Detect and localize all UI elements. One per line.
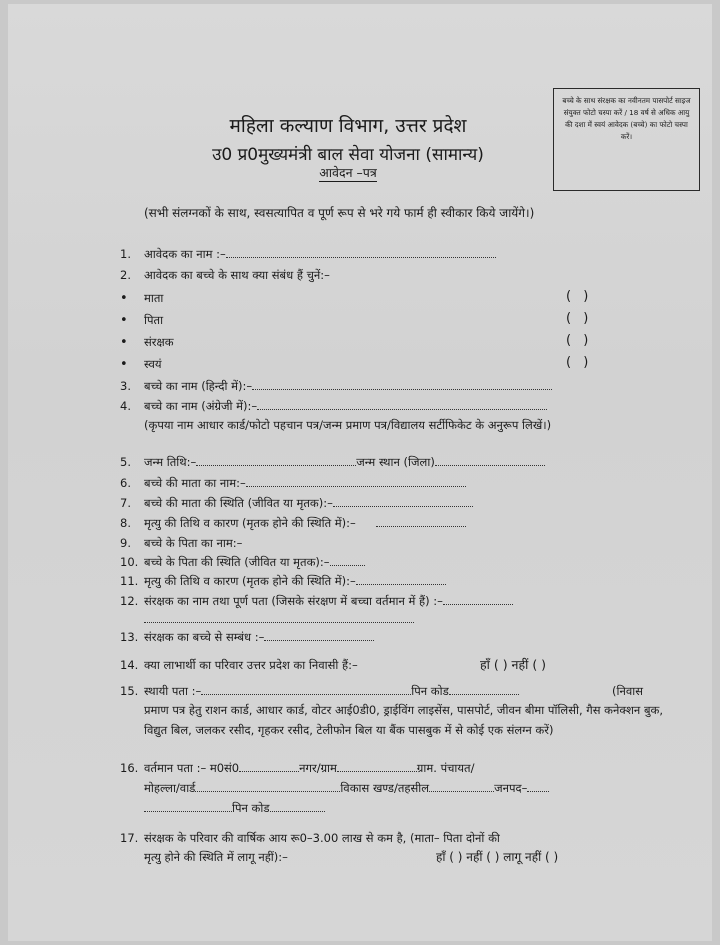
- scheme-title: उ0 प्र0मुख्यमंत्री बाल सेवा योजना (सामान्य): [212, 145, 484, 165]
- q4-row: 4. बच्चे का नाम (अंग्रेजी में):–: [120, 399, 660, 414]
- q11-row: 11. मृत्यु की तिथि व कारण (मृतक होने की स्थिति में):–: [120, 574, 660, 589]
- q17-line2: मृत्यु होने की स्थिति में लागू नहीं):–: [144, 850, 288, 864]
- relation-checkbox[interactable]: ( ): [566, 355, 593, 370]
- q14-yes-no[interactable]: हाँ ( ) नहीं ( ): [480, 657, 547, 672]
- q1-row: 1. आवेदक का नाम :–: [120, 247, 660, 262]
- q7-field[interactable]: [333, 498, 473, 507]
- relation-item: • माता: [120, 291, 164, 306]
- form-title: आवेदन –पत्र: [319, 165, 377, 180]
- q1-label: आवेदक का नाम :–: [144, 247, 226, 261]
- q16-misc-field[interactable]: [144, 803, 232, 812]
- q10-field[interactable]: [330, 557, 365, 566]
- q2-label: आवेदक का बच्चे के साथ क्या संबंध हैं चुनें:–: [144, 268, 330, 282]
- q15-pin-field[interactable]: [449, 686, 519, 695]
- q3-field[interactable]: [252, 381, 552, 390]
- q10-row: 10. बच्चे के पिता की स्थिति (जीवित या मृतक):–: [120, 555, 660, 570]
- q3-row: 3. बच्चे का नाम (हिन्दी में):–: [120, 379, 660, 394]
- q12-field-line2[interactable]: [144, 614, 414, 623]
- form-page: [8, 4, 712, 941]
- q12-row: 12. संरक्षक का नाम तथा पूर्ण पता (जिसके संरक्षण में बच्चा वर्तमान में हैं) :–: [120, 594, 660, 609]
- q17-row: 17. संरक्षक के परिवार की वार्षिक आय रू0–3.00 लाख से कम है, (माता– पिता दोनों की: [120, 831, 500, 845]
- q8-row: 8. मृत्यु की तिथि व कारण (मृतक होने की स्थिति में):–: [120, 516, 660, 531]
- q15-row: 15. स्थायी पता :– पिन कोड: [120, 684, 660, 699]
- q16-line2: मोहल्ला/वार्ड विकास खण्ड/तहसील जनपद–: [144, 781, 684, 796]
- q12-continuation: [144, 612, 684, 626]
- q16-line3: पिन कोड: [144, 801, 684, 816]
- q1-field[interactable]: [226, 249, 496, 258]
- relation-checkbox[interactable]: ( ): [566, 311, 593, 326]
- q11-field[interactable]: [356, 576, 446, 585]
- q6-row: 6. बच्चे की माता का नाम:–: [120, 476, 660, 491]
- birthplace-field[interactable]: [435, 457, 545, 466]
- q15-note: प्रमाण पत्र हेतु राशन कार्ड, आधार कार्ड, वोटर आई0डी0, ड्राईविंग लाइसेंस, पासपोर्ट, जीवन बीमा पॉलिसी, गैस कनेक्शन बुक, विद्युत बिल, जलकर रसीद, गृहकर रसीद, टेलीफोन बिल या बैंक पासबुक में से कोई एक संलग्न करें): [144, 703, 664, 737]
- q12-field[interactable]: [443, 596, 513, 605]
- relation-checkbox[interactable]: ( ): [566, 333, 593, 348]
- q4-field[interactable]: [257, 401, 547, 410]
- q17-options[interactable]: हाँ ( ) नहीं ( ) लागू नहीं ( ): [436, 850, 559, 864]
- relation-checkbox[interactable]: ( ): [566, 289, 593, 304]
- q2-row: 2. आवेदक का बच्चे के साथ क्या संबंध हैं चुनें:–: [120, 268, 330, 282]
- dob-field[interactable]: [196, 457, 356, 466]
- q7-row: 7. बच्चे की माता की स्थिति (जीवित या मृतक):–: [120, 496, 660, 511]
- district-field[interactable]: [527, 783, 549, 792]
- q4-note: (कृपया नाम आधार कार्ड/फोटो पहचान पत्र/जन्म प्रमाण पत्र/विद्यालय सर्टीफिकेट के अनुरूप लिखें।): [144, 418, 552, 432]
- photo-box: बच्चे के साथ संरक्षक का नवीनतम पासपोर्ट साइज संयुक्त फोटो चस्पा करें / 18 वर्ष से अधिक आयु की दशा में स्वयं आवेदक (बच्चे) का फोटो चस्पा करें।: [553, 88, 700, 191]
- relation-item: • संरक्षक: [120, 335, 174, 350]
- submission-note: (सभी संलग्नकों के साथ, स्वसत्यापित व पूर्ण रूप से भरे गये फार्म ही स्वीकार किये जायेंगे।): [144, 206, 535, 220]
- house-no-field[interactable]: [239, 763, 299, 772]
- town-field[interactable]: [337, 763, 417, 772]
- department-title: महिला कल्याण विभाग, उत्तर प्रदेश: [229, 115, 467, 137]
- block-field[interactable]: [429, 783, 494, 792]
- q13-row: 13. संरक्षक का बच्चे से सम्बंध :–: [120, 630, 660, 645]
- q14-row: 14. क्या लाभार्थी का परिवार उत्तर प्रदेश का निवासी हैं:–: [120, 658, 358, 672]
- q15-address-field[interactable]: [201, 686, 411, 695]
- relation-item: • पिता: [120, 313, 164, 328]
- relation-item: • स्वयं: [120, 357, 162, 372]
- q9-row: 9. बच्चे के पिता का नाम:–: [120, 536, 243, 550]
- q6-field[interactable]: [246, 478, 466, 487]
- q13-field[interactable]: [264, 632, 374, 641]
- q5-row: 5. जन्म तिथि:– जन्म स्थान (जिला): [120, 455, 660, 470]
- ward-field[interactable]: [195, 783, 340, 792]
- q15-note-start: (निवास: [612, 684, 643, 698]
- q16-pin-field[interactable]: [270, 803, 325, 812]
- q16-row: 16. वर्तमान पता :– म0सं0 नगर/ग्राम ग्राम. पंचायत/: [120, 761, 475, 775]
- q8-field[interactable]: [376, 518, 466, 527]
